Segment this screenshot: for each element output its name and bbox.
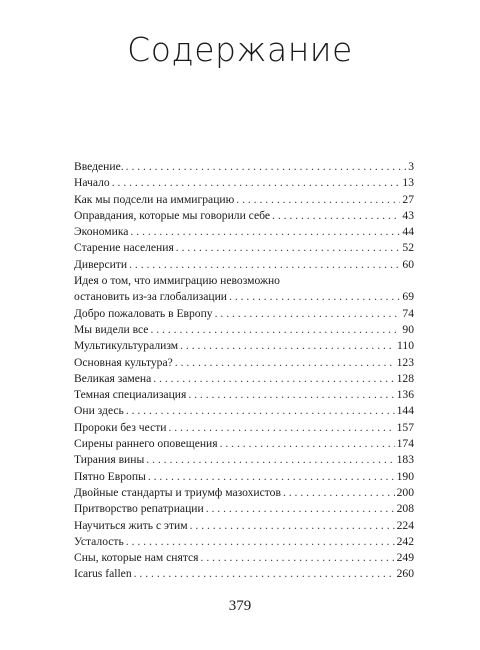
toc-entry-page: 174 [396,437,414,451]
toc-entry-page: 190 [396,469,414,483]
leader-dots [215,306,401,322]
toc-entry[interactable] [74,273,414,306]
toc-entry-label: Научиться жить с этим [74,518,188,532]
toc-entry-page: 260 [396,567,414,581]
toc-entry[interactable] [74,192,414,208]
toc-entry-page: 110 [397,339,414,353]
toc-entry-label: Мультикультурализм [74,339,179,353]
leader-dots [126,534,395,550]
toc-entry-label: Сны, которые нам снятся [74,551,199,565]
toc-entry-label: Великая замена [74,371,152,385]
toc-entry-label: Диверсити [74,257,128,271]
toc-entry-label: Тирания вины [74,453,145,467]
leader-dots [220,436,395,452]
toc-entry[interactable] [74,257,414,273]
toc-entry-page: 74 [402,306,414,320]
toc-entry[interactable] [74,469,414,485]
toc-entry-page: 224 [396,518,414,532]
leader-dots [130,224,400,240]
leader-dots [206,501,395,517]
toc-entry-label-line2: остановить из-за глобализации [74,290,228,304]
leader-dots [190,518,395,534]
leader-dots [126,403,395,419]
toc-entry[interactable] [74,159,414,175]
toc-entry-label: Двойные стандарты и триумф мазохистов [74,485,281,499]
leader-dots [169,420,395,436]
toc-entry-label: Экономика [74,225,129,239]
leader-dots [283,485,395,501]
leader-dots [129,257,400,273]
leader-dots [180,338,395,354]
leader-dots [112,175,401,191]
toc-entry-page: 60 [402,257,414,271]
toc-entry-label: Начало [74,176,110,190]
leader-dots [236,192,400,208]
toc-entry-page: 242 [396,534,414,548]
toc-entry-page: 157 [396,420,414,434]
toc-entry[interactable] [74,208,414,224]
toc-entry-page: 183 [396,453,414,467]
toc-entry-page: 52 [402,241,414,255]
toc-entry-page: 13 [402,176,414,190]
toc-entry[interactable] [74,518,414,534]
toc-entry[interactable] [74,224,414,240]
toc-entry[interactable] [74,452,414,468]
toc-entry-label: Оправдания, которые мы говорили себе [74,208,271,222]
toc-entry[interactable] [74,501,414,517]
toc-entry-page: 69 [402,290,414,304]
toc-entry-label: Основная культура? [74,355,173,369]
toc-entry-label: Они здесь [74,404,124,418]
toc-entry-label: Старение населения [74,241,174,255]
leader-dots [175,355,395,371]
toc-entry[interactable] [74,550,414,566]
toc-entry-label: Введение. [74,160,124,173]
toc-entry[interactable] [74,355,414,371]
toc-entry-label: Сирены раннего оповещения [74,437,218,451]
toc-entry[interactable] [74,306,414,322]
toc-entry-page: 27 [402,192,414,206]
toc-entry-page: 200 [396,485,414,499]
toc-entry-label: Как мы подсели на иммиграцию [74,192,235,206]
toc-entry[interactable] [74,436,414,452]
toc-entry-label: Пророки без чести [74,420,167,434]
toc-entry-page: 3 [408,160,414,173]
toc-entry-page: 208 [396,502,414,516]
toc-entry[interactable] [74,534,414,550]
leader-dots [126,159,407,175]
toc-entry[interactable] [74,387,414,403]
toc-entry-label: Пятно Европы [74,469,146,483]
toc-entry-page: 123 [396,355,414,369]
toc-entry-page: 144 [396,404,414,418]
leader-dots [150,322,400,338]
toc-entry-page: 249 [396,551,414,565]
page-title: Содержание [127,30,353,69]
toc-entry-page: 90 [402,322,414,336]
toc-entry-page: 43 [402,208,414,222]
toc-entry-page: 44 [402,225,414,239]
leader-dots [201,550,395,566]
leader-dots [148,469,395,485]
leader-dots [229,289,400,305]
toc-entry-label: Темная специализация [74,388,187,402]
toc-entry[interactable] [74,485,414,501]
toc-entry[interactable] [74,566,414,582]
table-of-contents [74,159,414,583]
toc-entry-label: Icarus fallen [74,567,132,581]
leader-dots [134,566,395,582]
toc-entry-label: Мы видели все [74,322,149,336]
toc-entry-label: Добро пожаловать в Европу [74,306,213,320]
toc-entry[interactable] [74,403,414,419]
toc-entry[interactable] [74,371,414,387]
leader-dots [272,208,400,224]
toc-entry-page: 128 [396,371,414,385]
toc-entry[interactable] [74,322,414,338]
toc-entry[interactable] [74,338,414,354]
leader-dots [146,452,394,468]
leader-dots [153,371,394,387]
toc-entry-label: Притворство репатриации [74,502,204,516]
toc-entry[interactable] [74,175,414,191]
toc-entry-page: 136 [396,388,414,402]
leader-dots [176,240,401,256]
leader-dots [188,387,394,403]
toc-entry[interactable] [74,420,414,436]
page-number: 379 [228,598,252,614]
toc-entry[interactable] [74,240,414,256]
toc-entry-label-line1: Идея о том, что иммиграцию невозможно [74,274,280,288]
toc-entry-label: Усталость [74,534,124,548]
